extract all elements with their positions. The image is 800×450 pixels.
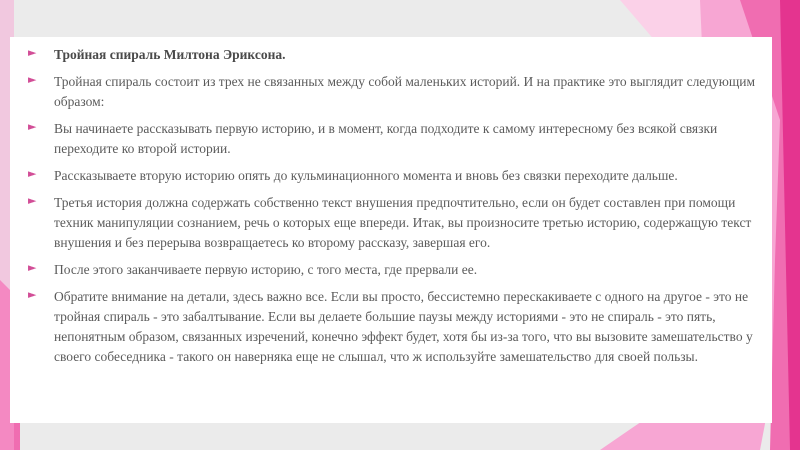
arrow-right-icon: ► (28, 73, 37, 86)
bullet-list (28, 45, 768, 374)
slide-content-card (10, 37, 772, 423)
arrow-right-icon: ► (28, 288, 37, 301)
slide-title: Тройная спираль Милтона Эриксона. (54, 47, 286, 62)
arrow-right-icon: ► (28, 261, 37, 274)
arrow-right-icon: ► (28, 120, 37, 133)
paragraph-text: После этого заканчиваете первую историю, с того места, где прервали ее. (54, 262, 478, 277)
paragraph-text: Вы начинаете рассказывать первую историю, и в момент, когда подходите к самому интересному без всякой связки переходите ко второй истории. (54, 121, 718, 156)
arrow-right-icon: ► (28, 167, 37, 180)
list-item (28, 166, 768, 186)
paragraph-text: Обратите внимание на детали, здесь важно все. Если вы просто, бессистемно перескакиваете с одного на другое - это не тройная спираль - это забалтывание. Если вы делаете большие паузы между историями - это не спираль - это пять, непонятным образом, связанных изречений, конечно эффект будет, хотя бы из-за того, что вы вызовите замешательство у своего собеседника - такого он наверняка еще не слышал, что ж используйте замешательство для своей пользы. (54, 289, 753, 364)
arrow-right-icon: ► (28, 194, 37, 207)
paragraph-text: Третья история должна содержать собственно текст внушения предпочтительно, если он будет составлен при помощи техник манипуляции сознанием, речь о которых еще впереди. Итак, вы произносите третью историю, содержащую текст внушения и без перерыва возвращаетесь ко второму рассказу, завершая его. (54, 195, 752, 250)
paragraph-text: Рассказываете вторую историю опять до кульминационного момента и вновь без связки переходите дальше. (54, 168, 678, 183)
list-item (28, 193, 768, 253)
list-item (28, 260, 768, 280)
arrow-right-icon: ► (28, 46, 37, 59)
list-item (28, 287, 768, 367)
paragraph-text: Тройная спираль состоит из трех не связанных между собой маленьких историй. И на практике это выглядит следующим образом: (54, 74, 755, 109)
list-item (28, 72, 768, 112)
list-item (28, 45, 768, 65)
list-item (28, 119, 768, 159)
